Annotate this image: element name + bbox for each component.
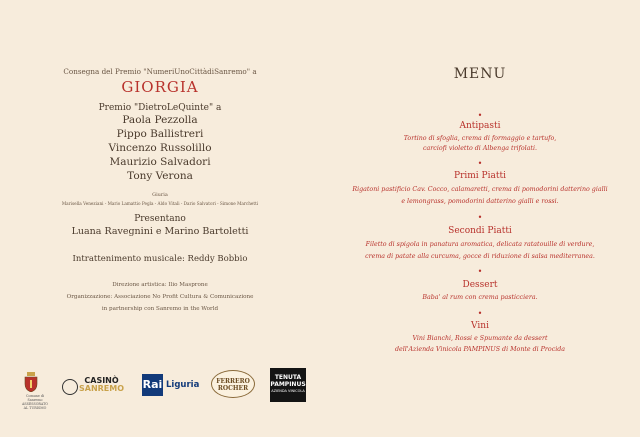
consegna-text: Consegna del Premio "NumeriUnoCittàdiSanremo" a: [63, 67, 257, 76]
giuria-list: Marisella Veneziani - Mario Lamattio Pegla - Aldo Vitali - Dario Salvatori - Simone Marchetti: [61, 201, 259, 206]
casino-badge-icon: [62, 379, 78, 395]
crest-icon: [24, 372, 38, 392]
honoree-name: Vincenzo Russolillo: [108, 142, 212, 154]
tenuta-line1: TENUTA: [274, 374, 302, 381]
casino-line2: SANREMO: [79, 384, 125, 393]
section-title: Antipasti: [459, 121, 501, 131]
ferrero-line2: ROCHER: [217, 385, 249, 392]
tenuta-sub: AZIENDA VINICOLA: [271, 389, 305, 393]
section-title: Vini: [471, 321, 489, 331]
giuria-label: Giuria: [152, 192, 168, 198]
giorgia-title: GIORGIA: [121, 78, 199, 96]
menu-title: MENU: [453, 66, 507, 82]
honoree-name: Pippo Ballistreri: [116, 128, 204, 140]
section-line: e lemongrass, pomodorini datterino gialli e rossi.: [401, 198, 559, 205]
section-line: Tortino di sfoglia, crema di formaggio e tartufo,: [403, 135, 557, 142]
separator-dot: •: [477, 111, 483, 120]
section-line: crema di patate alla curcuma, gocce di riduzione di salsa mediterranea.: [365, 253, 595, 260]
separator-dot: •: [477, 159, 483, 168]
ferrero-rocher-logo: [211, 370, 255, 398]
rai-liguria-logo: [142, 374, 202, 396]
section-title: Secondi Piatti: [448, 226, 512, 236]
section-line: dell'Azienda Vinicola PAMPINUS di Monte di Procida: [394, 346, 566, 353]
organizzazione: Organizzazione: Associazione No Profit Cultura & Comunicazione: [66, 294, 254, 300]
tenuta-pampinus-logo: [270, 368, 306, 402]
menu-panel: [320, 0, 640, 437]
section-line: Filetto di spigola in panatura aromatica, delicata ratatouille di verdure,: [365, 241, 595, 248]
rai-region: Liguria: [166, 380, 200, 390]
section-title: Dessert: [462, 280, 498, 290]
tenuta-line2: PAMPINUS: [270, 381, 306, 388]
section-line: Rigatoni pastificio Cav. Cocco, calamaretti, crema di pomodorini datterino gialli: [352, 186, 608, 193]
separator-dot: •: [477, 267, 483, 276]
separator-dot: •: [477, 213, 483, 222]
casino-line1: CASINÒ: [84, 376, 119, 385]
sponsor-logos: [20, 366, 310, 410]
presenters: Luana Ravegnini e Marino Bartoletti: [71, 226, 249, 237]
casino-logo: [79, 377, 124, 393]
section-title: Primi Piatti: [454, 171, 506, 181]
honoree-name: Tony Verona: [127, 170, 193, 182]
honoree-name: Maurizio Salvadori: [109, 156, 211, 168]
comune-sub: ASSESSORATO AL TURISMO: [22, 402, 48, 410]
comune-caption: [20, 394, 50, 410]
separator-dot: •: [477, 309, 483, 318]
direzione: Direzione artistica: Ilio Masprone: [112, 282, 208, 288]
partnership: in partnership con Sanremo in the World: [101, 306, 219, 312]
section-line: carciofi violetto di Albenga trifolati.: [423, 145, 537, 152]
comune-name: Comune di Sanremo: [25, 394, 45, 402]
ferrero-line1: FERRERO: [216, 378, 250, 385]
rai-mark: Rai: [142, 374, 163, 396]
presentano-label: Presentano: [134, 214, 186, 224]
premio-text: Premio "DietroLeQuinte" a: [98, 103, 222, 113]
comune-crest-logo: [24, 372, 38, 392]
intrattenimento: Intrattenimento musicale: Reddy Bobbio: [72, 254, 248, 264]
honoree-name: Paola Pezzolla: [122, 114, 198, 126]
section-line: Baba' al rum con crema pasticciera.: [422, 294, 538, 301]
section-line: Vini Bianchi, Rossi e Spumante da dessert: [412, 335, 548, 342]
